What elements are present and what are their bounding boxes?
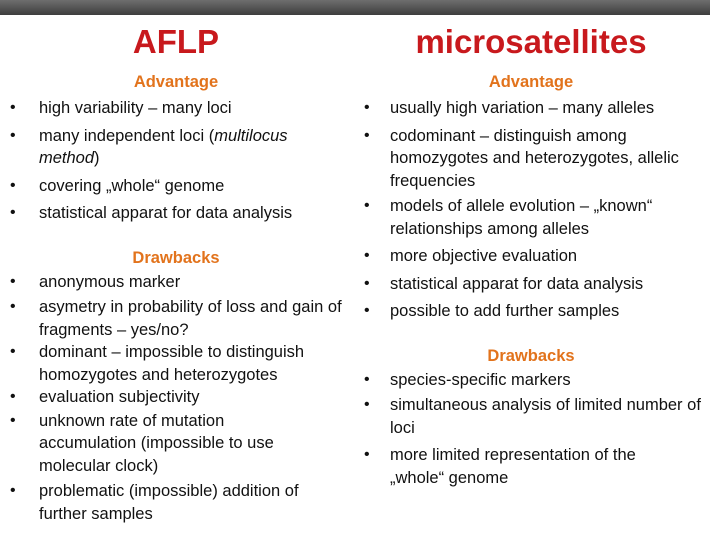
aflp-advantage-item: • covering „whole“ genome	[0, 175, 352, 198]
microsatellites-advantage-item: • statistical apparat for data analysis	[352, 273, 710, 296]
microsatellites-drawback-item: • species-specific markers	[352, 369, 710, 392]
aflp-drawback-item: • problematic (impossible) addition of further samples	[0, 480, 352, 525]
aflp-advantage-item: • many independent loci (multilocus method)	[0, 125, 352, 170]
microsatellites-advantage-list	[352, 97, 710, 323]
aflp-advantage-item: • statistical apparat for data analysis	[0, 202, 352, 225]
aflp-title: AFLP	[132, 23, 220, 60]
microsatellites-advantage-item: • more objective evaluation	[352, 245, 710, 268]
aflp-drawback-item: • asymetry in probability of loss and gain of fragments – yes/no?	[0, 296, 352, 341]
microsatellites-column	[352, 22, 710, 494]
aflp-drawback-item: • unknown rate of mutation accumulation (impossible to use molecular clock)	[0, 410, 352, 478]
microsatellites-drawbacks-heading: Drawbacks	[487, 346, 575, 365]
aflp-advantage-list	[0, 97, 352, 225]
microsatellites-advantage-item: • codominant – distinguish among homozygotes and heterozygotes, allelic frequencies	[352, 125, 710, 193]
multilocus-method-text: multilocus method	[39, 126, 288, 167]
aflp-drawback-item: • anonymous marker	[0, 271, 352, 294]
microsatellites-drawbacks-list	[352, 369, 710, 490]
aflp-drawbacks-heading: Drawbacks	[132, 248, 220, 267]
aflp-column	[0, 22, 352, 525]
microsatellites-advantage-item: • possible to add further samples	[352, 300, 710, 323]
microsatellites-advantage-heading: Advantage	[488, 73, 574, 91]
top-bar	[0, 0, 710, 15]
microsatellites-title: microsatellites	[415, 23, 647, 60]
aflp-drawback-item: • evaluation subjectivity	[0, 386, 352, 409]
aflp-drawback-item: • dominant – impossible to distinguish homozygotes and heterozygotes	[0, 341, 352, 386]
microsatellites-advantage-item: • usually high variation – many alleles	[352, 97, 710, 120]
aflp-advantage-item: • high variability – many loci	[0, 97, 352, 120]
aflp-advantage-heading: Advantage	[133, 73, 219, 91]
aflp-drawbacks-list	[0, 271, 352, 526]
microsatellites-drawback-item: • more limited representation of the „whole“ genome	[352, 444, 710, 489]
microsatellites-advantage-item: • models of allele evolution – „known“ relationships among alleles	[352, 195, 710, 240]
microsatellites-drawback-item: • simultaneous analysis of limited number of loci	[352, 394, 710, 439]
